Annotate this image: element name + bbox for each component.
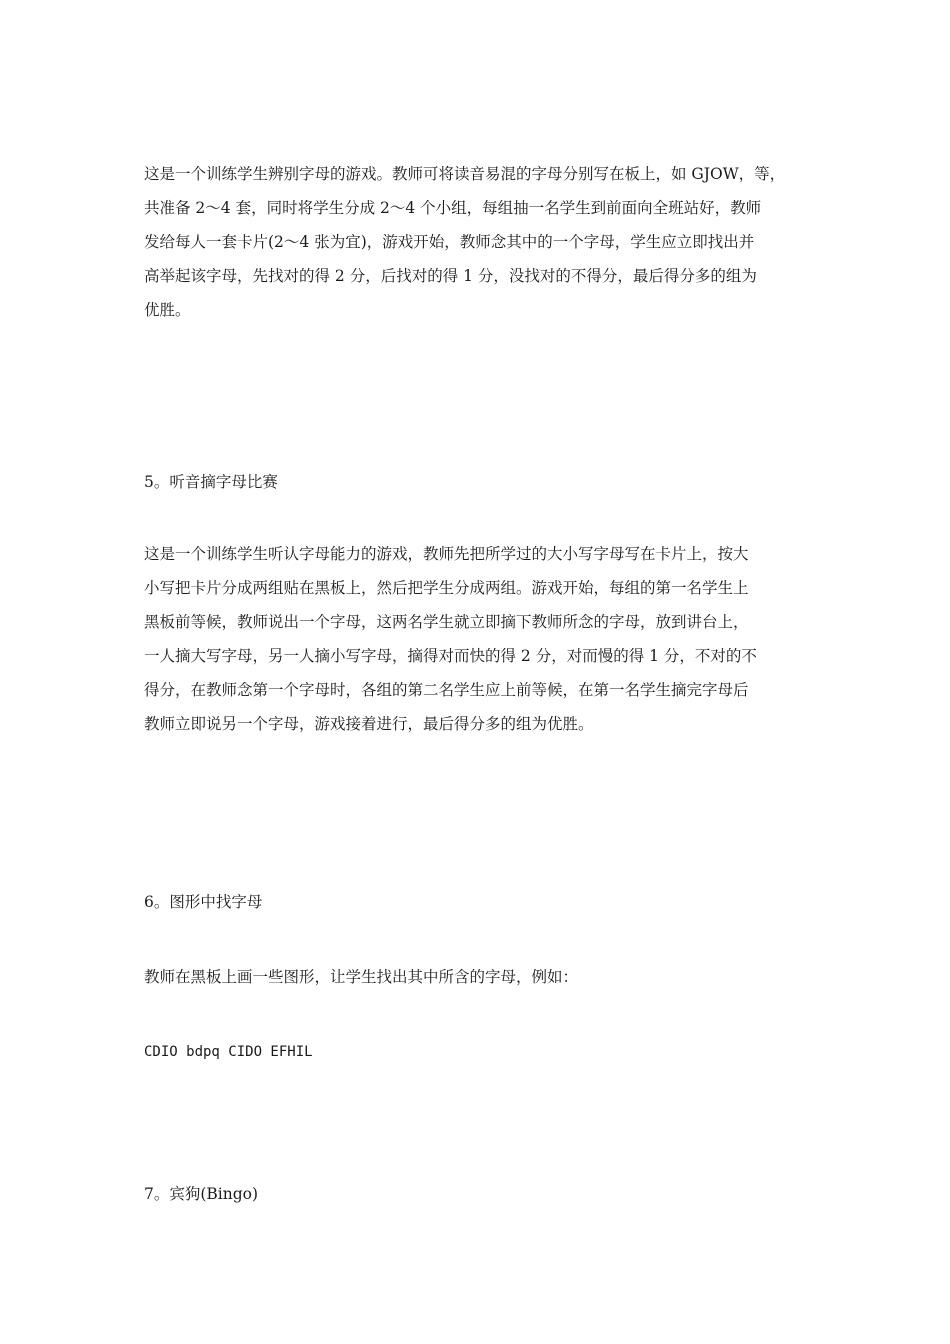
paragraph-line: 得分，在教师念第一个字母时，各组的第二名学生应上前等候，在第一名学生摘完字母后 (144, 681, 749, 699)
paragraph-line: 优胜。 (144, 301, 191, 319)
paragraph-line: 教师立即说另一个字母，游戏接着进行，最后得分多的组为优胜。 (144, 715, 594, 733)
section-heading-5: 5。听音摘字母比赛 (144, 473, 278, 491)
paragraph-line: 高举起该字母，先找对的得 2 分，后找对的得 1 分，没找对的不得分，最后得分多的组为 (144, 267, 757, 285)
section-heading-6: 6。图形中找字母 (144, 893, 263, 911)
paragraph-line: 这是一个训练学生辨别字母的游戏。教师可将读音易混的字母分别写在板上，如 GJOW，等， (144, 165, 786, 183)
paragraph-line: 这是一个训练学生听认字母能力的游戏，教师先把所学过的大小写字母写在卡片上，按大 (144, 545, 749, 563)
paragraph-line: 黑板前等候，教师说出一个字母，这两名学生就立即摘下教师所念的字母，放到讲台上， (144, 613, 749, 631)
paragraph-line: 发给每人一套卡片(2～4 张为宜)，游戏开始，教师念其中的一个字母，学生应立即找出并 (144, 233, 755, 251)
paragraph-find-letters-in-shapes: 教师在黑板上画一些图形，让学生找出其中所含的字母，例如： (144, 968, 579, 986)
paragraph-line: 共准备 2～4 套，同时将学生分成 2～4 个小组，每组抽一名学生到前面向全班站好，教师 (144, 199, 762, 217)
section-heading-7: 7。宾狗(Bingo) (144, 1185, 259, 1203)
paragraph-line: 小写把卡片分成两组贴在黑板上，然后把学生分成两组。游戏开始，每组的第一名学生上 (144, 579, 749, 597)
example-letters: CDIO bdpq CIDO EFHIL (144, 1044, 313, 1060)
paragraph-line: 一人摘大写字母，另一人摘小写字母，摘得对而快的得 2 分，对而慢的得 1 分，不对的不 (144, 647, 757, 665)
paragraph-listen-pick-letters-game (144, 537, 814, 741)
paragraph-letter-discrimination-game (144, 157, 814, 327)
